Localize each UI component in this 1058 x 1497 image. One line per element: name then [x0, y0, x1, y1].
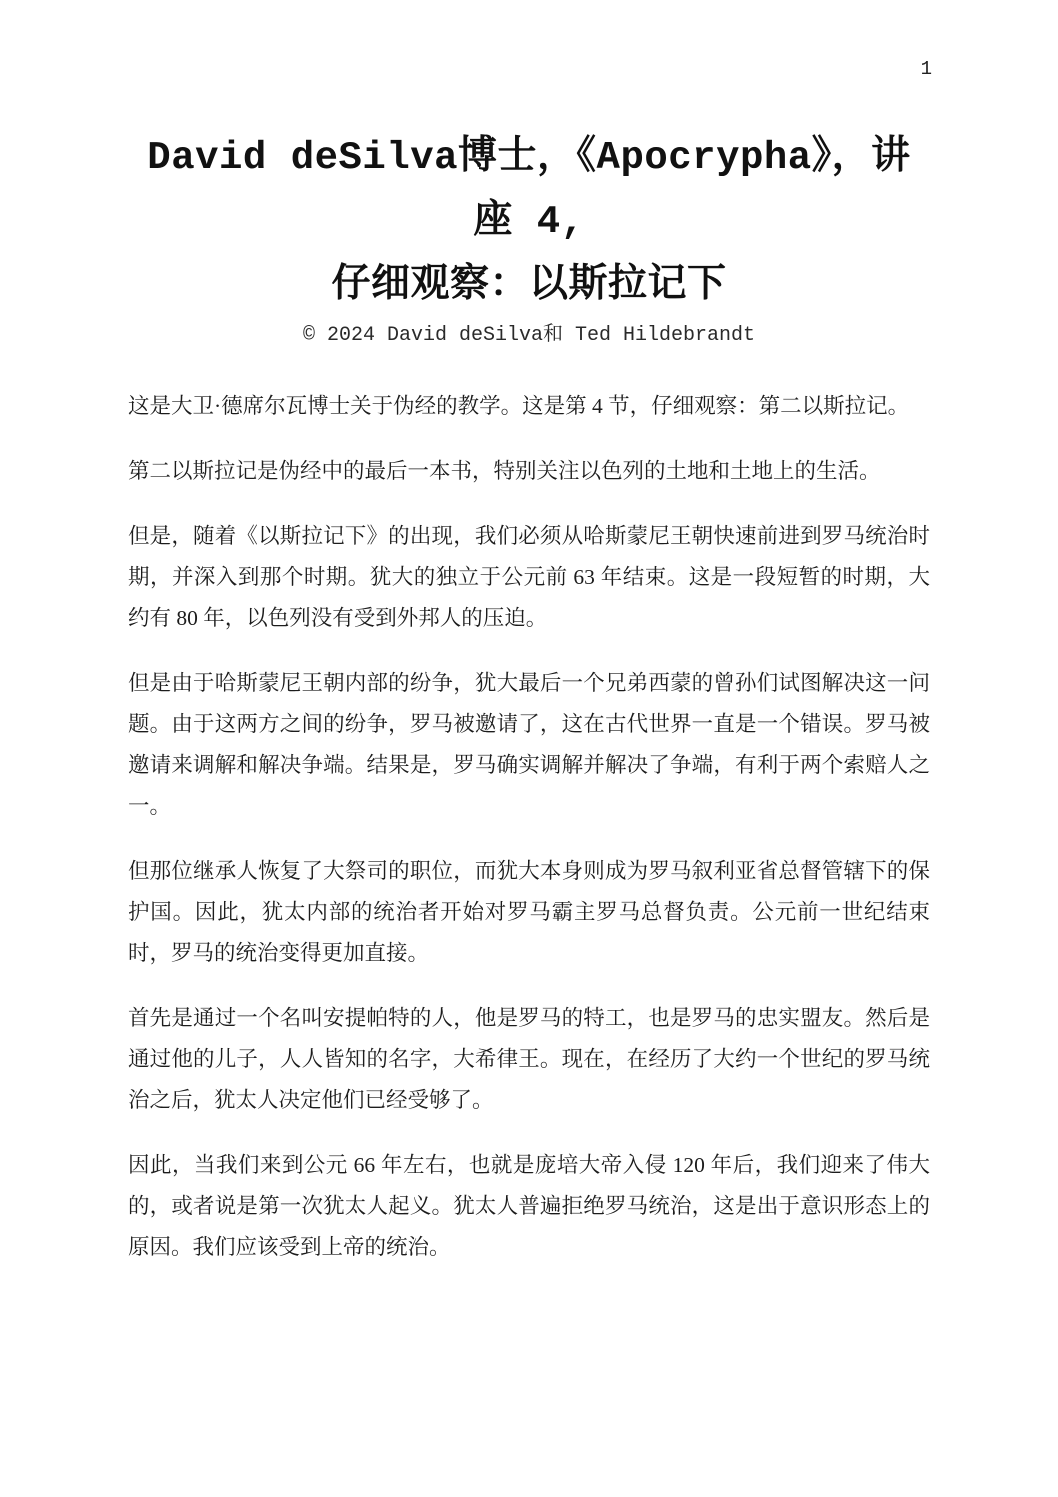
- document-title-line-2: 仔细观察：以斯拉记下: [331, 264, 727, 308]
- document-title: [128, 126, 930, 318]
- paragraph: 第二以斯拉记是伪经中的最后一本书，特别关注以色列的土地和土地上的生活。: [128, 459, 881, 483]
- paragraph: 但是由于哈斯蒙尼王朝内部的纷争，犹大最后一个兄弟西蒙的曾孙们试图解决这一问题。由于这两方之间的纷争，罗马被邀请了，这在古代世界一直是一个错误。罗马被邀请来调解和解决争端。结果是，罗马确实调解并解决了争端，有利于两个索赔人之一。: [128, 671, 930, 818]
- page-number: 1: [920, 58, 932, 80]
- document-content: [0, 126, 1058, 1268]
- paragraph: 首先是通过一个名叫安提帕特的人，他是罗马的特工，也是罗马的忠实盟友。然后是通过他的儿子，人人皆知的名字，大希律王。现在，在经历了大约一个世纪的罗马统治之后，犹太人决定他们已经受够了。: [128, 1006, 930, 1112]
- copyright-line: © 2024 David deSilva和 Ted Hildebrandt: [302, 324, 756, 347]
- paragraph: 但是，随着《以斯拉记下》的出现，我们必须从哈斯蒙尼王朝快速前进到罗马统治时期，并深入到那个时期。犹大的独立于公元前 63 年结束。这是一段短暂的时期，大约有 80 年，以色列没有受到外邦人的压迫。: [128, 524, 930, 630]
- paragraph: 因此，当我们来到公元 66 年左右，也就是庞培大帝入侵 120 年后，我们迎来了伟大的，或者说是第一次犹太人起义。犹太人普遍拒绝罗马统治，这是出于意识形态上的原因。我们应该受到上帝的统治。: [128, 1153, 930, 1259]
- paragraph: 这是大卫·德席尔瓦博士关于伪经的教学。这是第 4 节，仔细观察：第二以斯拉记。: [128, 394, 910, 418]
- paragraph: 但那位继承人恢复了大祭司的职位，而犹大本身则成为罗马叙利亚省总督管辖下的保护国。因此，犹太内部的统治者开始对罗马霸主罗马总督负责。公元前一世纪结束时，罗马的统治变得更加直接。: [128, 859, 930, 965]
- document-title-line-1: David deSilva博士，《Apocrypha》，讲座 4,: [147, 136, 911, 244]
- body-text: [128, 386, 930, 1268]
